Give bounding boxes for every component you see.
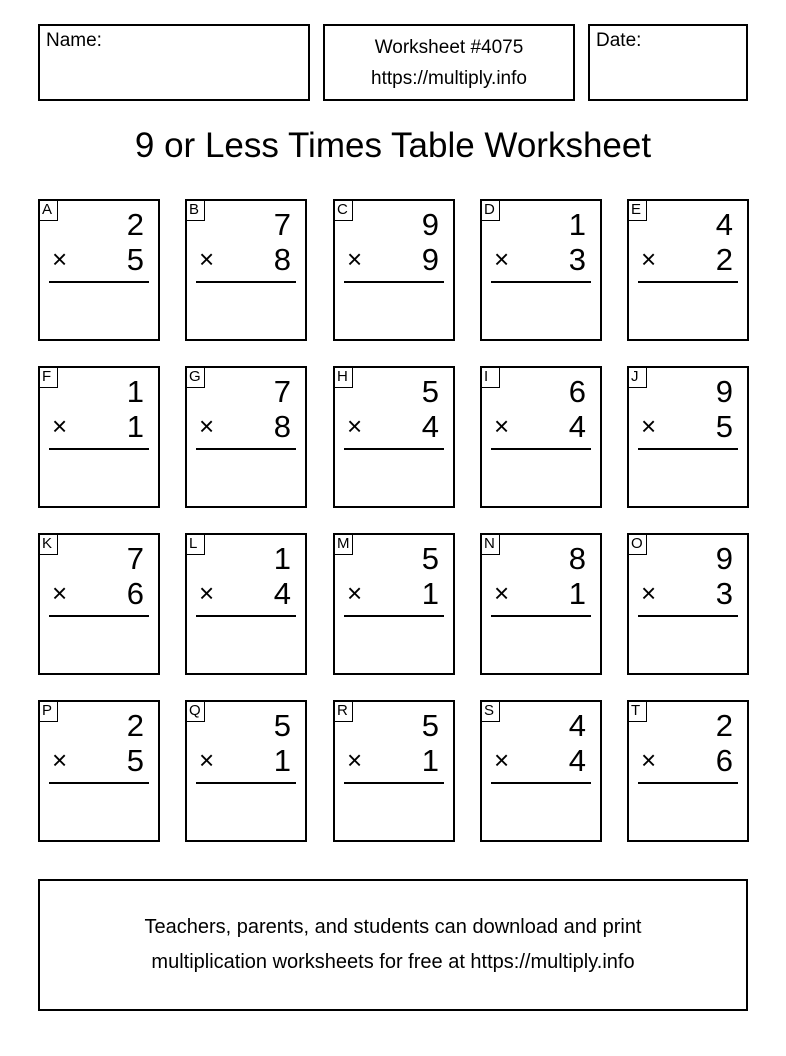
multiplier: 1: [568, 576, 586, 611]
answer-line: [491, 782, 591, 784]
problem-card[interactable]: [185, 366, 307, 508]
problem-grid: [38, 199, 749, 842]
multiplier: 1: [273, 743, 291, 778]
answer-line: [344, 281, 444, 283]
multiplicand: 4: [568, 708, 586, 743]
answer-line: [638, 281, 738, 283]
page-title: 9 or Less Times Table Worksheet: [134, 126, 652, 165]
answer-line: [49, 615, 149, 617]
problem-letter: K: [38, 533, 58, 555]
date-label: Date:: [596, 30, 642, 51]
multiplier: 9: [421, 242, 439, 277]
problem-card[interactable]: [480, 199, 602, 341]
answer-line: [491, 615, 591, 617]
multiplier: 2: [715, 242, 733, 277]
multiplicand: 7: [273, 374, 291, 409]
problem-card[interactable]: [480, 533, 602, 675]
multiplicand: 1: [273, 541, 291, 576]
multiplier: 8: [273, 242, 291, 277]
problem-letter: H: [333, 366, 353, 388]
multiply-sign: ×: [494, 244, 510, 274]
problem-card[interactable]: [333, 700, 455, 842]
multiplier: 8: [273, 409, 291, 444]
name-field[interactable]: [38, 24, 310, 101]
multiply-sign: ×: [347, 411, 363, 441]
footer-line-1: Teachers, parents, and students can download and print: [144, 916, 642, 938]
problem-letter: I: [480, 366, 500, 388]
answer-line: [49, 782, 149, 784]
multiply-sign: ×: [199, 745, 215, 775]
multiplicand: 8: [568, 541, 586, 576]
multiplicand: 5: [421, 708, 439, 743]
multiplicand: 2: [126, 207, 144, 242]
footer-line-2: multiplication worksheets for free at https://multiply.info: [151, 951, 635, 973]
answer-line: [491, 448, 591, 450]
name-label: Name:: [46, 30, 102, 51]
problem-letter: O: [627, 533, 647, 555]
multiplier: 3: [568, 242, 586, 277]
multiplicand: 2: [126, 708, 144, 743]
multiply-sign: ×: [347, 244, 363, 274]
multiply-sign: ×: [52, 244, 68, 274]
multiplier: 4: [421, 409, 439, 444]
problem-letter: C: [333, 199, 353, 221]
footer-note: [38, 879, 748, 1011]
multiply-sign: ×: [641, 745, 657, 775]
answer-line: [638, 615, 738, 617]
answer-line: [344, 615, 444, 617]
problem-letter: G: [185, 366, 205, 388]
problem-letter: B: [185, 199, 205, 221]
multiplier: 5: [126, 242, 144, 277]
multiply-sign: ×: [199, 244, 215, 274]
answer-line: [344, 782, 444, 784]
answer-line: [638, 782, 738, 784]
problem-letter: N: [480, 533, 500, 555]
problem-card[interactable]: [185, 533, 307, 675]
multiplier: 4: [273, 576, 291, 611]
multiply-sign: ×: [199, 578, 215, 608]
answer-line: [638, 448, 738, 450]
multiplicand: 5: [273, 708, 291, 743]
multiplicand: 9: [715, 541, 733, 576]
problem-letter: P: [38, 700, 58, 722]
problem-card[interactable]: [333, 366, 455, 508]
multiplier: 5: [126, 743, 144, 778]
multiply-sign: ×: [52, 411, 68, 441]
multiplicand: 9: [715, 374, 733, 409]
multiply-sign: ×: [494, 578, 510, 608]
problem-letter: F: [38, 366, 58, 388]
multiplicand: 4: [715, 207, 733, 242]
multiplicand: 1: [568, 207, 586, 242]
multiplier: 4: [568, 743, 586, 778]
multiplier: 3: [715, 576, 733, 611]
problem-letter: R: [333, 700, 353, 722]
multiply-sign: ×: [641, 411, 657, 441]
multiplier: 5: [715, 409, 733, 444]
multiplicand: 1: [126, 374, 144, 409]
problem-letter: D: [480, 199, 500, 221]
multiplier: 1: [421, 743, 439, 778]
problem-card[interactable]: [333, 533, 455, 675]
multiplicand: 5: [421, 541, 439, 576]
problem-letter: E: [627, 199, 647, 221]
problem-card[interactable]: [627, 199, 749, 341]
multiply-sign: ×: [641, 244, 657, 274]
multiply-sign: ×: [494, 411, 510, 441]
multiply-sign: ×: [641, 578, 657, 608]
problem-card[interactable]: [627, 700, 749, 842]
answer-line: [196, 281, 296, 283]
problem-letter: Q: [185, 700, 205, 722]
multiplicand: 2: [715, 708, 733, 743]
problem-card[interactable]: [38, 533, 160, 675]
multiplier: 1: [421, 576, 439, 611]
problem-letter: J: [627, 366, 647, 388]
multiplicand: 9: [421, 207, 439, 242]
multiply-sign: ×: [52, 745, 68, 775]
problem-card[interactable]: [185, 700, 307, 842]
problem-card[interactable]: [333, 199, 455, 341]
problem-card[interactable]: [480, 366, 602, 508]
answer-line: [196, 448, 296, 450]
date-field[interactable]: [588, 24, 748, 101]
multiply-sign: ×: [494, 745, 510, 775]
problem-letter: M: [333, 533, 353, 555]
problem-letter: T: [627, 700, 647, 722]
problem-card[interactable]: [38, 199, 160, 341]
problem-letter: L: [185, 533, 205, 555]
problem-card[interactable]: [38, 366, 160, 508]
multiplier: 6: [126, 576, 144, 611]
multiplier: 1: [126, 409, 144, 444]
answer-line: [491, 281, 591, 283]
multiplicand: 7: [126, 541, 144, 576]
problem-letter: A: [38, 199, 58, 221]
worksheet-url: https://multiply.info: [371, 67, 527, 89]
problem-card[interactable]: [627, 366, 749, 508]
multiplier: 6: [715, 743, 733, 778]
problem-card[interactable]: [38, 700, 160, 842]
worksheet-info-box: [323, 24, 575, 101]
problem-letter: S: [480, 700, 500, 722]
multiplicand: 6: [568, 374, 586, 409]
multiply-sign: ×: [347, 578, 363, 608]
multiplicand: 5: [421, 374, 439, 409]
multiply-sign: ×: [347, 745, 363, 775]
multiply-sign: ×: [52, 578, 68, 608]
answer-line: [49, 448, 149, 450]
multiply-sign: ×: [199, 411, 215, 441]
answer-line: [196, 615, 296, 617]
problem-card[interactable]: [627, 533, 749, 675]
answer-line: [49, 281, 149, 283]
multiplier: 4: [568, 409, 586, 444]
multiplicand: 7: [273, 207, 291, 242]
worksheet-number: Worksheet #4075: [374, 36, 524, 58]
answer-line: [196, 782, 296, 784]
problem-card[interactable]: [480, 700, 602, 842]
answer-line: [344, 448, 444, 450]
problem-card[interactable]: [185, 199, 307, 341]
